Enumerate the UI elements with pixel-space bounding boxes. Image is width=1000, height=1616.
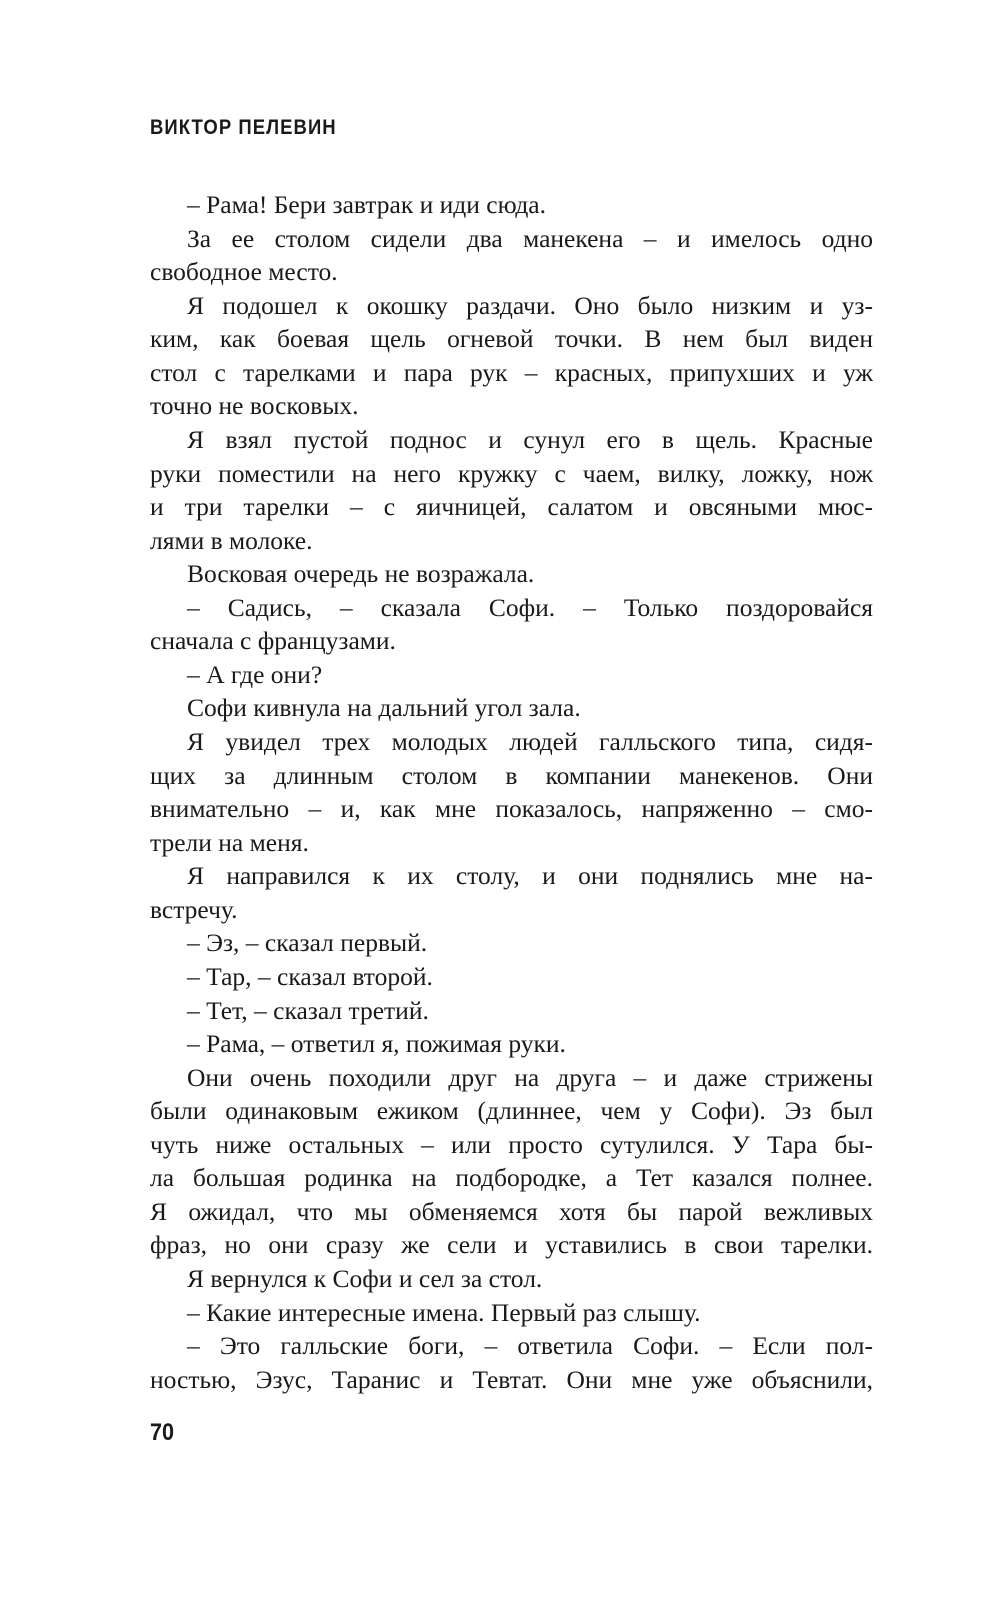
text-line: – А где они?	[187, 659, 323, 689]
text-line: ким, как боевая щель огневой точки. В нем был виден	[150, 324, 873, 354]
text-line: Софи кивнула на дальний угол зала.	[187, 693, 581, 723]
text-line: были одинаковым ежиком (длиннее, чем у Софи). Эз был	[150, 1096, 873, 1126]
page-number: 70	[150, 1419, 175, 1446]
text-line: – Тар, – сказал второй.	[187, 961, 433, 991]
text-line: точно не восковых.	[150, 391, 359, 421]
text-line: Я направился к их столу, и они поднялись мне на-	[187, 861, 873, 891]
text-line: встречу.	[150, 894, 238, 924]
body-text	[150, 188, 873, 1396]
text-line: – Какие интересные имена. Первый раз слышу.	[187, 1297, 701, 1327]
text-line: – Тет, – сказал третий.	[187, 995, 429, 1025]
text-line: Я подошел к окошку раздачи. Оно было низким и уз-	[187, 290, 873, 320]
text-line: свободное место.	[150, 257, 338, 287]
text-line: трели на меня.	[150, 827, 309, 857]
text-line: чуть ниже остальных – или просто сутулился. У Тара бы-	[150, 1129, 873, 1159]
text-line: Восковая очередь не возражала.	[187, 559, 535, 589]
text-line: ностью, Эзус, Таранис и Тевтат. Они мне уже объяснили,	[150, 1364, 873, 1394]
text-line: сначала с французами.	[150, 626, 396, 656]
text-line: – Это галльские боги, – ответила Софи. – Если пол-	[187, 1331, 873, 1361]
text-line: стол с тарелками и пара рук – красных, припухших и уж	[150, 357, 873, 387]
text-line: руки поместили на него кружку с чаем, вилку, ложку, нож	[150, 458, 873, 488]
text-line: Я взял пустой поднос и сунул его в щель. Красные	[187, 424, 873, 454]
text-line: Я увидел трех молодых людей галльского типа, сидя-	[187, 727, 873, 756]
text-line: ла большая родинка на подбородке, а Тет казался полнее.	[150, 1163, 873, 1193]
text-line: Я вернулся к Софи и сел за стол.	[187, 1264, 543, 1293]
text-line: – Садись, – сказала Софи. – Только поздоровайся	[187, 592, 873, 622]
text-line: и три тарелки – с яичницей, салатом и овсяными мюс-	[150, 492, 873, 522]
text-line: внимательно – и, как мне показалось, напряженно – смо-	[150, 794, 873, 824]
text-line: – Эз, – сказал первый.	[187, 928, 428, 958]
text-line: – Рама! Бери завтрак и иди сюда.	[187, 190, 546, 219]
text-line: щих за длинным столом в компании манекенов. Они	[150, 760, 873, 790]
text-line: фраз, но они сразу же сели и уставились в свои тарелки.	[150, 1230, 873, 1260]
text-line: Я ожидал, что мы обменяемся хотя бы парой вежливых	[150, 1196, 873, 1226]
text-line: лями в молоке.	[150, 525, 313, 555]
text-line: Они очень походили друг на друга – и даже стрижены	[187, 1062, 873, 1092]
text-line: За ее столом сидели два манекена – и имелось одно	[187, 223, 873, 253]
text-line: – Рама, – ответил я, пожимая руки.	[187, 1029, 566, 1059]
running-head: ВИКТОР ПЕЛЕВИН	[150, 116, 337, 139]
